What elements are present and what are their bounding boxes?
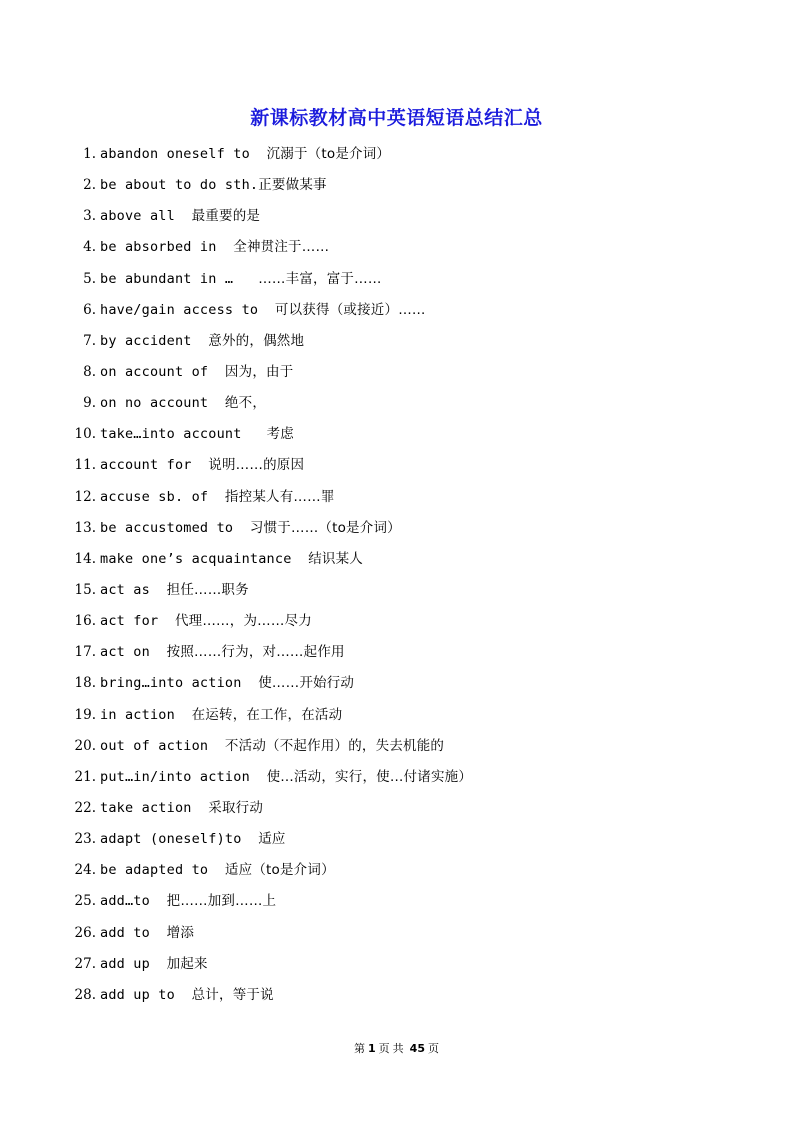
item-phrase: add to — [100, 924, 167, 941]
item-number: 10. — [74, 426, 96, 443]
item-number: 23. — [74, 831, 96, 848]
list-item — [0, 918, 793, 949]
item-meaning: 沉溺于（to是介词） — [266, 146, 391, 162]
item-phrase: on account of — [100, 363, 225, 380]
item-row-text — [100, 295, 426, 326]
item-number: 14. — [74, 550, 96, 567]
item-phrase: be about to do sth. — [100, 177, 259, 194]
item-phrase: add up to — [100, 986, 192, 1003]
list-item — [0, 357, 793, 388]
item-phrase: have/gain access to — [100, 301, 275, 318]
footer-page-word: 页 — [378, 1042, 390, 1055]
item-row-text — [100, 326, 304, 357]
item-number: 17. — [74, 644, 96, 661]
list-item — [0, 295, 793, 326]
item-row-text — [100, 824, 286, 855]
page-title: 新课标教材高中英语短语总结汇总 — [250, 107, 543, 129]
item-row-text — [100, 700, 342, 731]
item-row-text — [100, 544, 363, 575]
item-meaning: 绝不， — [224, 395, 267, 412]
item-row-text — [100, 357, 293, 388]
item-meaning: 习惯于……（to是介词） — [249, 519, 401, 536]
list-item — [0, 544, 793, 575]
list-item — [0, 170, 793, 201]
item-meaning: 因为，由于 — [224, 363, 294, 380]
item-phrase: in action — [100, 706, 192, 723]
item-meaning: 指控某人有……罪 — [224, 488, 335, 505]
item-meaning: 适应 — [258, 831, 286, 848]
item-meaning: 说明……的原因 — [208, 457, 305, 474]
item-meaning: 使……开始行动 — [258, 675, 355, 692]
item-phrase: act on — [100, 644, 167, 661]
list-item — [0, 886, 793, 917]
phrase-list — [0, 139, 793, 1011]
list-item — [0, 824, 793, 855]
item-phrase: be accustomed to — [100, 519, 250, 536]
list-item — [0, 419, 793, 450]
item-number: 3. — [83, 208, 96, 225]
item-number: 8. — [83, 363, 96, 380]
item-row-text — [100, 513, 401, 544]
item-number: 21. — [74, 768, 96, 785]
item-number: 24. — [74, 862, 96, 879]
item-number: 15. — [74, 581, 96, 598]
footer-suffix: 页 — [427, 1042, 439, 1055]
item-phrase: bring…into action — [100, 675, 259, 692]
footer-total-pages: 45 — [409, 1042, 425, 1055]
list-item — [0, 637, 793, 668]
item-phrase: be absorbed in — [100, 239, 234, 256]
item-row-text — [100, 575, 249, 606]
item-row-text — [100, 170, 327, 201]
item-number: 13. — [74, 519, 96, 536]
item-phrase: be abundant in … — [100, 270, 259, 287]
item-number: 22. — [74, 799, 96, 816]
item-row-text — [100, 388, 266, 419]
item-row-text — [100, 637, 345, 668]
item-row-text — [100, 450, 304, 481]
item-phrase: accuse sb. of — [100, 488, 225, 505]
list-item — [0, 513, 793, 544]
item-number: 25. — [74, 893, 96, 910]
item-phrase: be adapted to — [100, 862, 225, 879]
list-item — [0, 855, 793, 886]
item-phrase: on no account — [100, 395, 225, 412]
item-number: 16. — [74, 613, 96, 630]
list-item — [0, 450, 793, 481]
item-phrase: act for — [100, 613, 175, 630]
list-item — [0, 232, 793, 263]
list-item — [0, 606, 793, 637]
item-meaning: 在运转，在工作，在活动 — [191, 706, 343, 723]
item-number: 5. — [83, 270, 96, 287]
list-item — [0, 668, 793, 699]
list-item — [0, 264, 793, 295]
list-item — [0, 793, 793, 824]
list-item — [0, 482, 793, 513]
item-number: 6. — [83, 301, 96, 318]
item-phrase: take…into account — [100, 426, 267, 443]
item-phrase: make one’s acquaintance — [100, 550, 309, 567]
footer-prefix: 第 — [354, 1042, 366, 1055]
item-meaning: 按照……行为，对……起作用 — [166, 644, 345, 661]
item-number: 12. — [74, 488, 96, 505]
item-number: 26. — [74, 924, 96, 941]
item-meaning: 可以获得（或接近）…… — [274, 301, 426, 318]
item-meaning: 不活动（不起作用）的，失去机能的 — [224, 737, 445, 754]
item-meaning: 结识某人 — [308, 550, 364, 567]
item-row-text — [100, 731, 444, 762]
list-item — [0, 980, 793, 1011]
item-row-text — [100, 201, 260, 232]
item-number: 9. — [83, 395, 96, 412]
item-row-text — [100, 855, 335, 886]
list-item — [0, 201, 793, 232]
item-meaning: 采取行动 — [208, 799, 264, 816]
item-row-text — [100, 606, 312, 637]
item-number: 27. — [74, 955, 96, 972]
item-number: 19. — [74, 706, 96, 723]
item-row-text — [100, 139, 390, 170]
item-phrase: abandon oneself to — [100, 146, 267, 162]
item-meaning: 全神贯注于…… — [233, 239, 330, 256]
item-meaning: 把……加到……上 — [166, 893, 277, 910]
item-row-text — [100, 668, 354, 699]
list-item — [0, 731, 793, 762]
footer-current-page: 1 — [368, 1042, 376, 1055]
item-phrase: adapt (oneself)to — [100, 831, 259, 848]
item-phrase: above all — [100, 208, 192, 225]
item-phrase: add up — [100, 955, 167, 972]
list-item — [0, 762, 793, 793]
item-meaning: 代理……，为……尽力 — [174, 613, 312, 630]
item-number: 1. — [83, 146, 96, 162]
item-meaning: 使…活动，实行，使…付诸实施） — [266, 768, 473, 785]
item-row-text — [100, 980, 274, 1011]
list-item — [0, 388, 793, 419]
item-number: 28. — [74, 986, 96, 1003]
item-meaning: 增添 — [166, 924, 195, 941]
item-meaning: 意外的，偶然地 — [208, 332, 305, 349]
item-row-text — [100, 793, 263, 824]
item-phrase: put…in/into action — [100, 768, 267, 785]
item-row-text — [100, 886, 276, 917]
list-item — [0, 575, 793, 606]
page-footer — [0, 1040, 793, 1058]
list-item — [0, 139, 793, 170]
item-phrase: act as — [100, 581, 167, 598]
item-meaning: ……丰富，富于…… — [258, 270, 382, 287]
item-meaning: 总计，等于说 — [191, 986, 274, 1003]
item-row-text — [100, 264, 382, 295]
item-meaning: 最重要的是 — [191, 208, 261, 225]
item-number: 7. — [83, 332, 96, 349]
item-phrase: take action — [100, 799, 209, 816]
item-row-text — [100, 949, 208, 980]
list-item — [0, 326, 793, 357]
item-row-text — [100, 232, 329, 263]
item-meaning: 加起来 — [166, 955, 208, 972]
item-meaning: 考虑 — [266, 426, 294, 443]
item-meaning: 适应（to是介词） — [224, 862, 335, 879]
item-number: 20. — [74, 737, 96, 754]
item-phrase: add…to — [100, 893, 167, 910]
item-number: 11. — [74, 457, 96, 474]
item-row-text — [100, 762, 472, 793]
item-number: 4. — [83, 239, 96, 256]
item-number: 18. — [74, 675, 96, 692]
item-number: 2. — [83, 177, 96, 194]
list-item — [0, 949, 793, 980]
footer-total-word: 共 — [392, 1042, 404, 1055]
list-item — [0, 700, 793, 731]
item-phrase: out of action — [100, 737, 225, 754]
item-row-text — [100, 918, 194, 949]
item-phrase: account for — [100, 457, 209, 474]
item-row-text — [100, 482, 335, 513]
item-meaning: 担任……职务 — [166, 581, 249, 598]
item-meaning: 正要做某事 — [258, 177, 327, 194]
item-row-text — [100, 419, 294, 450]
item-phrase: by accident — [100, 332, 209, 349]
